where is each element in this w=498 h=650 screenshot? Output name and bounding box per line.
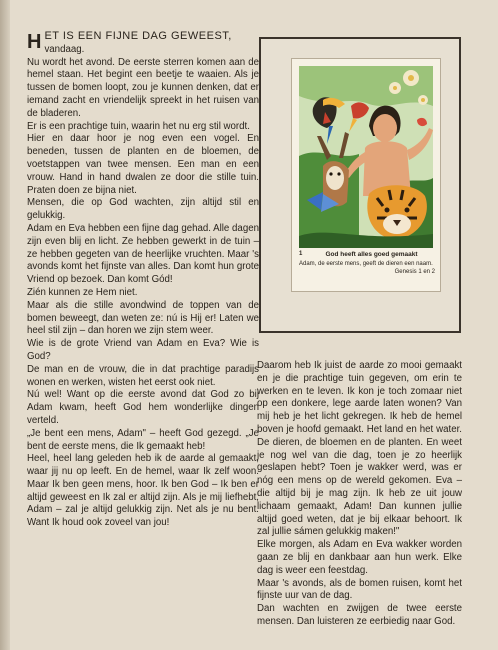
paragraph: Hier en daar hoor je nog even een vogel. En beneden, tussen de planten en de bloemen, de voetstappen van twee mensen. Een man en een vrouw. Hand in hand dwalen ze door die stille tuin. Praten doen ze bijna niet.	[27, 133, 259, 196]
paragraph: Zién kunnen ze Hem niet.	[27, 286, 138, 298]
paragraph: Heel, heel lang geleden heb ik de aarde al gemaakt, waar jij nu op leeft. En de hemel, waar Ik zelf woon. Maar Ik ben geen mens, hoor. Ik ben God – Ik ben er altijd geweest en Ik zal er altijd zijn. Als je mij liefhebt, Adam – zal je altijd gelukkig zijn. Net als je nu bent. Want Ik houd ook zoveel van jou!	[27, 453, 259, 529]
paragraph: Mensen, die op God wachten, zijn altijd stil en gelukkig.	[27, 197, 259, 222]
paragraph: Maar als die stille avondwind de toppen van de bomen beweegt, dan weten ze: nú is Hij er! Laten we heel stil zijn – dan horen we zijn stem weer.	[27, 299, 259, 337]
picture-frame	[259, 37, 461, 333]
paragraph: Daarom heb Ik juist de aarde zo mooi gemaakt en je die prachtige tuin gegeven, om erin te werken en te leven. Ik kon je toch zomaar niet op een donkere, lege aarde laten wonen? Van mij heb je het licht gekregen. Ik heb de hemel boven je hoofd gemaakt. Het land en het water. De dieren, de bloemen en de planten. En weet je nog wel van die dag, toen je zo heerlijk geslapen hebt? Toen je wakker werd, was er nóg een mens op de wereld gekomen. Eva – die altijd bij je mag zijn. Ik heb ze uit jouw lichaam gemaakt, Adam! Dan kunnen jullie altijd goed weten, dat je bij elkaar behoort. Ik zal jullie sámen gelukkig maken!"	[257, 360, 462, 538]
drop-cap: H	[27, 31, 42, 53]
page-spine-shadow	[0, 0, 10, 650]
paragraph: „Je bent een mens, Adam" – heeft God gezegd. „Je bent de eerste mens, die Ik gemaakt heb!	[27, 427, 259, 452]
chapter-heading	[27, 30, 259, 57]
paragraph: Maar 's avonds, als de bomen ruisen, komt het fijnste uur van de dag.	[257, 577, 462, 602]
card-number: 1	[299, 251, 303, 257]
paragraph: Er is een prachtige tuin, waarin het nu erg stil wordt.	[27, 120, 250, 132]
paragraph: Dan wachten en zwijgen de twee eerste mensen. Dan luisteren ze eerbiedig naar God.	[257, 603, 462, 627]
paragraph: Nú wel! Want op die eerste avond dat God zo bij Adam kwam, heeft God hem wonderlijke dingen verteld.	[27, 389, 259, 426]
paragraph: Adam en Eva hebben een fijne dag gehad. Alle dagen zijn even blij en licht. Ze hebben gewerkt in de tuin – ze hebben gegeten van de heerlijke vruchten. Maar 's avonds komt het fijnste van alles. Dan komt hun grote Vriend op bezoek. Dan komt Gód!	[27, 222, 259, 286]
text-column-right	[257, 360, 462, 629]
paragraph: Nu wordt het avond. De eerste sterren komen aan de hemel staan. Het begint een beetje te waaien. Als je tussen de bomen loopt, zou je kunnen denken, dat er iemand zacht en vriendelijk spreekt in het ruisen van de bladeren.	[27, 56, 259, 119]
picture-card	[291, 58, 441, 292]
illustration-adam-animals	[299, 66, 433, 248]
paragraph: Wie is de grote Vriend van Adam en Eva? Wie is God?	[27, 338, 259, 362]
paragraph: De man en de vrouw, die in dat prachtige paradijs wonen en werken, wisten het eerst ook niet.	[27, 363, 259, 388]
paragraph: Elke morgen, als Adam en Eva wakker worden gaan ze blij en dankbaar aan hun werk. Elke dag is weer een feestdag.	[257, 539, 462, 576]
card-title: God heeft alles goed gemaakt	[325, 251, 418, 258]
heading-continuation: vandaag.	[44, 43, 85, 55]
text-column-left	[27, 30, 259, 530]
card-caption-text: Adam, de eerste mens, geeft de dieren een naam.	[299, 261, 433, 267]
card-reference: Genesis 1 en 2	[394, 269, 435, 275]
heading-title: ET IS EEN FIJNE DAG GEWEEST,	[44, 30, 232, 42]
